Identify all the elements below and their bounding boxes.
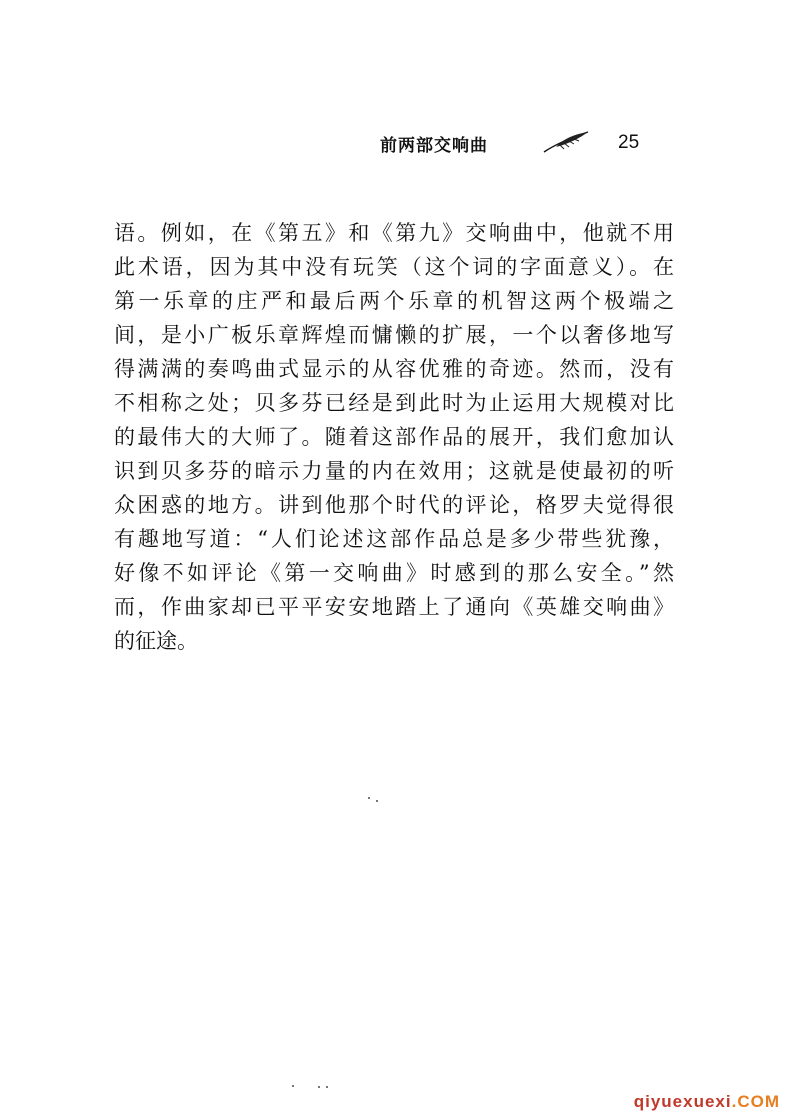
text-line: 有趣地写道：“人们论述这部作品总是多少带些犹豫， [114, 527, 674, 551]
running-header [380, 128, 680, 158]
text-line: 的征途。 [114, 629, 198, 653]
page-number: 25 [618, 132, 640, 153]
scan-speck [326, 1086, 328, 1088]
watermark-name: qiyuexuexi [633, 1092, 732, 1111]
text-line: 语。例如，在《第五》和《第九》交响曲中，他就不用 [114, 221, 674, 245]
text-line: 得满满的奏鸣曲式显示的从容优雅的奇迹。然而，没有 [114, 357, 674, 381]
watermark-domain: .COM [731, 1092, 780, 1111]
chapter-title: 前两部交响曲 [380, 136, 488, 156]
text-line: 众困惑的地方。讲到他那个时代的评论，格罗夫觉得很 [114, 493, 674, 517]
text-line: 识到贝多芬的暗示力量的内在效用；这就是使最初的听 [114, 459, 674, 483]
site-watermark [634, 1092, 780, 1112]
scan-speck [376, 800, 378, 802]
text-line: 好像不如评论《第一交响曲》时感到的那么安全。”然 [114, 561, 674, 585]
text-line: 间，是小广板乐章辉煌而慵懒的扩展，一个以奢侈地写 [114, 323, 674, 347]
scan-speck [318, 1086, 320, 1088]
body-paragraph [114, 216, 674, 658]
text-line: 的最伟大的大师了。随着这部作品的展开，我们愈加认 [114, 425, 674, 449]
scan-speck [292, 1085, 294, 1087]
scan-speck [368, 797, 370, 799]
text-line: 第一乐章的庄严和最后两个乐章的机智这两个极端之 [114, 289, 674, 313]
text-line: 此术语，因为其中没有玩笑（这个词的字面意义）。在 [114, 255, 674, 279]
text-line: 不相称之处；贝多芬已经是到此时为止运用大规模对比 [114, 391, 674, 415]
text-line: 而，作曲家却已平平安安地踏上了通向《英雄交响曲》 [114, 595, 674, 619]
feather-quill-icon [542, 130, 590, 154]
